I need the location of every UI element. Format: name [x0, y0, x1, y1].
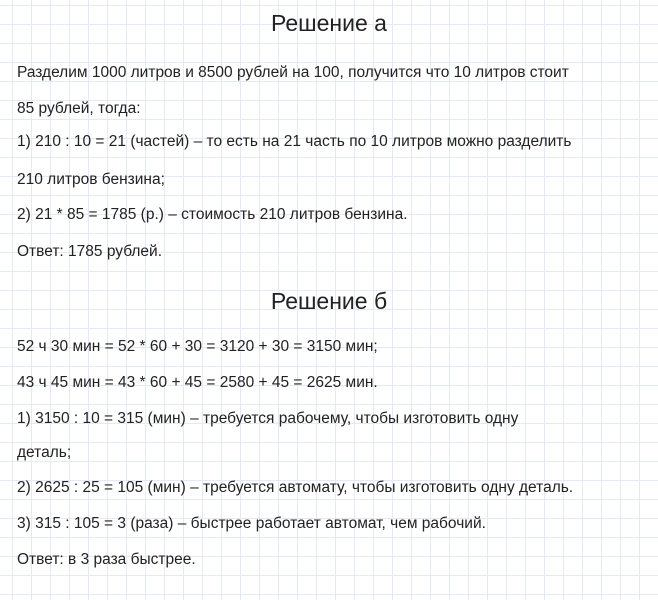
- solution-b-title: Решение б: [270, 288, 388, 314]
- text-line: 43 ч 45 мин = 43 * 60 + 45 = 2580 + 45 = 2625 мин.: [17, 374, 378, 391]
- answer-b: Ответ: в 3 раза быстрее.: [17, 551, 196, 568]
- answer-a: Ответ: 1785 рублей.: [17, 243, 163, 260]
- text-line: 2) 2625 : 25 = 105 (мин) – требуется автомату, чтобы изготовить одну деталь.: [17, 479, 574, 496]
- text-line: 2) 21 * 85 = 1785 (р.) – стоимость 210 литров бензина.: [17, 206, 408, 223]
- text-line: 3) 315 : 105 = 3 (раза) – быстрее работает автомат, чем рабочий.: [17, 515, 486, 532]
- text-line: Разделим 1000 литров и 8500 рублей на 100, получится что 10 литров стоит: [17, 64, 569, 81]
- solution-a-title: Решение а: [271, 10, 387, 36]
- text-line: деталь;: [17, 444, 72, 461]
- text-line: 210 литров бензина;: [17, 171, 165, 188]
- text-line: 52 ч 30 мин = 52 * 60 + 30 = 3120 + 30 = 3150 мин;: [17, 338, 378, 355]
- text-line: 85 рублей, тогда:: [17, 100, 141, 117]
- text-line: 1) 210 : 10 = 21 (частей) – то есть на 21 часть по 10 литров можно разделить: [17, 133, 572, 150]
- text-line: 1) 3150 : 10 = 315 (мин) – требуется рабочему, чтобы изготовить одну: [17, 410, 519, 427]
